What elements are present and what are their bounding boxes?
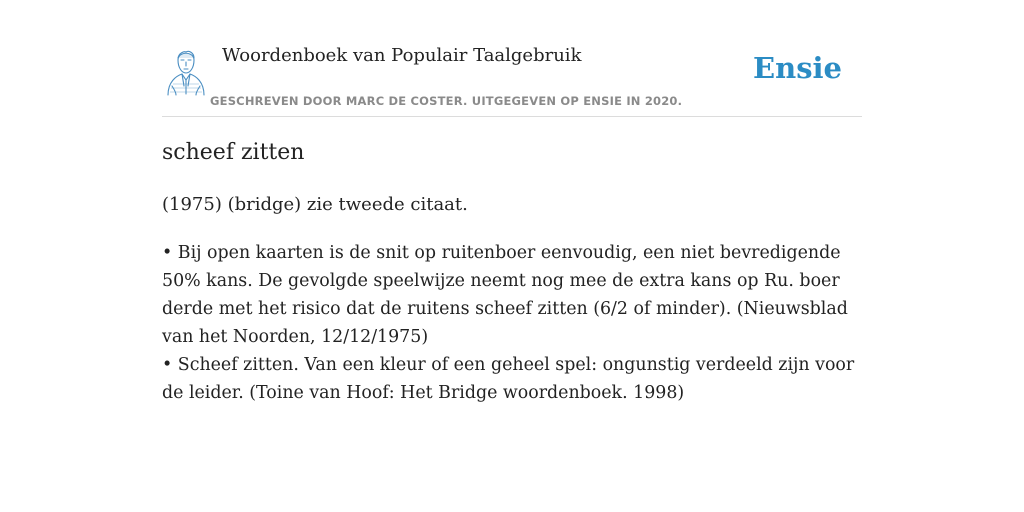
entry-quotes xyxy=(162,239,867,407)
entry-definition: (1975) (bridge) zie tweede citaat. xyxy=(162,194,468,215)
book-title[interactable]: Woordenboek van Populair Taalgebruik xyxy=(222,45,582,66)
book-meta: GESCHREVEN DOOR MARC DE COSTER. UITGEGEVEN OP ENSIE IN 2020. xyxy=(210,94,683,108)
entry-term: scheef zitten xyxy=(162,140,305,165)
author-portrait-icon[interactable] xyxy=(164,46,208,96)
quote-item: • Bij open kaarten is de snit op ruitenboer eenvoudig, een niet bevredigende 50% kans. De gevolgde speelwijze neemt nog mee de extra kans op Ru. boer derde met het risico dat de ruitens scheef zitten (6/2 of minder). (Nieuwsblad van het Noorden, 12/12/1975) xyxy=(162,243,848,347)
ensie-logo[interactable]: Ensie xyxy=(753,51,842,85)
book-header xyxy=(162,38,862,117)
quote-item: • Scheef zitten. Van een kleur of een geheel spel: ongunstig verdeeld zijn voor de leider. (Toine van Hoof: Het Bridge woordenboek. 1998) xyxy=(162,355,855,403)
